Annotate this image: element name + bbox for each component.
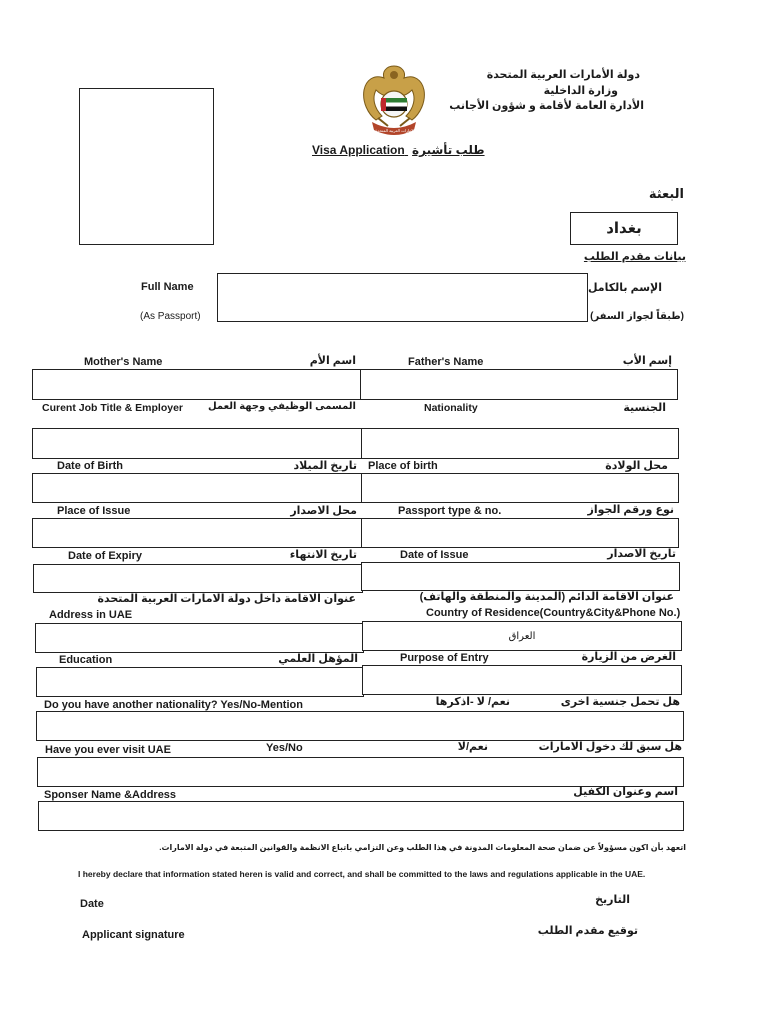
job-title-label-ar: المسمى الوظيفي وجهة العمل xyxy=(207,401,356,412)
job-title-input[interactable] xyxy=(34,430,361,457)
fathers-name-input[interactable] xyxy=(362,371,676,398)
date-of-birth-input[interactable] xyxy=(34,475,361,501)
visited-uae-opts: Yes/No xyxy=(266,742,303,754)
fathers-name-label-ar: إسم الأب xyxy=(622,355,672,367)
title-en: Visa Application xyxy=(312,143,405,157)
purpose-label-ar: الغرض من الزيارة xyxy=(581,651,676,663)
full-name-label-ar: الإسم بالكامل xyxy=(587,282,662,294)
mission-value: بغداد xyxy=(606,220,642,237)
education-label: Education xyxy=(59,654,113,666)
header-country: دولة الأمارات العربية المتحدة xyxy=(486,69,640,81)
fathers-name-label: Father's Name xyxy=(408,356,484,368)
mothers-name-label-ar: اسم الأم xyxy=(309,355,356,367)
visited-uae-opts-ar: نعم/لا xyxy=(457,741,488,753)
place-of-issue-label: Place of Issue xyxy=(57,505,131,517)
address-uae-input[interactable] xyxy=(37,625,362,651)
mission-label: البعثة xyxy=(648,186,684,201)
job-title-label: Curent Job Title & Employer xyxy=(42,402,183,414)
full-name-sub: (As Passport) xyxy=(140,311,201,322)
date-of-expiry-input[interactable] xyxy=(35,566,361,591)
date-of-issue-label-ar: تاريخ الاصدار xyxy=(607,548,676,560)
date-of-birth-label-ar: تاريخ الميلاد xyxy=(293,460,357,472)
other-nationality-opts-ar: نعم/ لا -اذكرها xyxy=(435,696,510,708)
date-label: Date xyxy=(80,898,104,910)
purpose-label: Purpose of Entry xyxy=(400,652,489,664)
full-name-input[interactable] xyxy=(219,275,586,320)
visited-uae-label: Have you ever visit UAE xyxy=(45,744,171,756)
place-of-birth-input[interactable] xyxy=(363,475,677,501)
date-of-birth-label: Date of Birth xyxy=(57,460,123,472)
nationality-input[interactable] xyxy=(363,430,677,457)
passport-input[interactable] xyxy=(363,520,677,546)
form-title xyxy=(312,143,485,157)
date-of-expiry-label-ar: تاريخ الانتهاء xyxy=(289,549,357,561)
signature-label: Applicant signature xyxy=(82,929,185,941)
visited-uae-label-ar: هل سبق لك دخول الامارات xyxy=(538,741,682,753)
residence-label: Country of Residence(Country&City&Phone No.) xyxy=(426,607,681,619)
purpose-input[interactable] xyxy=(364,667,680,693)
residence-label-ar: عنوان الاقامة الدائم (المدينة والمنطقة والهاتف) xyxy=(419,591,674,603)
passport-label-ar: نوع ورقم الجواز xyxy=(587,504,674,516)
signature-label-ar: توقيع مقدم الطلب xyxy=(537,925,638,937)
photo-box xyxy=(79,88,214,245)
header-department: الأدارة العامة لأقامة و شؤون الأجانب xyxy=(449,100,644,112)
mothers-name-label: Mother's Name xyxy=(84,356,163,368)
other-nationality-input[interactable] xyxy=(38,713,682,739)
title-ar: طلب تأشيرة xyxy=(412,143,485,157)
sponsor-label: Sponser Name &Address xyxy=(44,789,177,801)
declaration-ar: اتعهد بأن اكون مسؤولاً عن ضمان صحة المعلومات المدونة في هذا الطلب وعن التزامي باتباع الانظمة والقوانين المتبعة في دولة الامارات. xyxy=(159,843,686,852)
date-label-ar: التاريخ xyxy=(595,894,630,906)
residence-input[interactable] xyxy=(364,623,680,649)
place-of-issue-input[interactable] xyxy=(34,520,361,546)
place-of-birth-label: Place of birth xyxy=(368,460,438,472)
other-nationality-label-ar: هل تحمل جنسية اخرى xyxy=(560,696,680,708)
visited-uae-input[interactable] xyxy=(39,759,682,785)
header-ministry: وزارة الداخلية xyxy=(543,85,618,97)
nationality-label-ar: الجنسية xyxy=(623,402,666,414)
applicant-section-heading: بيانات مقدم الطلب xyxy=(583,251,686,263)
declaration-en: I hereby declare that information stated heren is valid and correct, and shall be committed to the laws and regulations applicable in the UAE. xyxy=(78,869,646,879)
address-uae-label: Address in UAE xyxy=(49,609,133,621)
nationality-label: Nationality xyxy=(424,402,478,414)
other-nationality-label: Do you have another nationality? Yes/No-Mention xyxy=(44,699,303,711)
sponsor-label-ar: اسم وعنوان الكفيل xyxy=(573,786,678,798)
full-name-label: Full Name xyxy=(141,281,194,293)
place-of-birth-label-ar: محل الولادة xyxy=(605,460,668,472)
passport-label: Passport type & no. xyxy=(398,505,502,517)
education-input[interactable] xyxy=(38,669,362,695)
date-of-issue-input[interactable] xyxy=(363,564,678,589)
date-of-expiry-label: Date of Expiry xyxy=(68,550,142,562)
address-uae-label-ar: عنوان الاقامة داخل دولة الامارات العربية المتحدة xyxy=(97,593,356,605)
date-of-issue-label: Date of Issue xyxy=(400,549,469,561)
full-name-sub-ar: (طبقاً لجواز السفر) xyxy=(590,311,684,322)
education-label-ar: المؤهل العلمي xyxy=(278,653,358,665)
mothers-name-input[interactable] xyxy=(34,371,360,398)
place-of-issue-label-ar: محل الاصدار xyxy=(290,505,357,517)
sponsor-input[interactable] xyxy=(40,803,682,829)
emblem-ribbon-text: الامارات العربية المتحدة xyxy=(375,128,415,133)
